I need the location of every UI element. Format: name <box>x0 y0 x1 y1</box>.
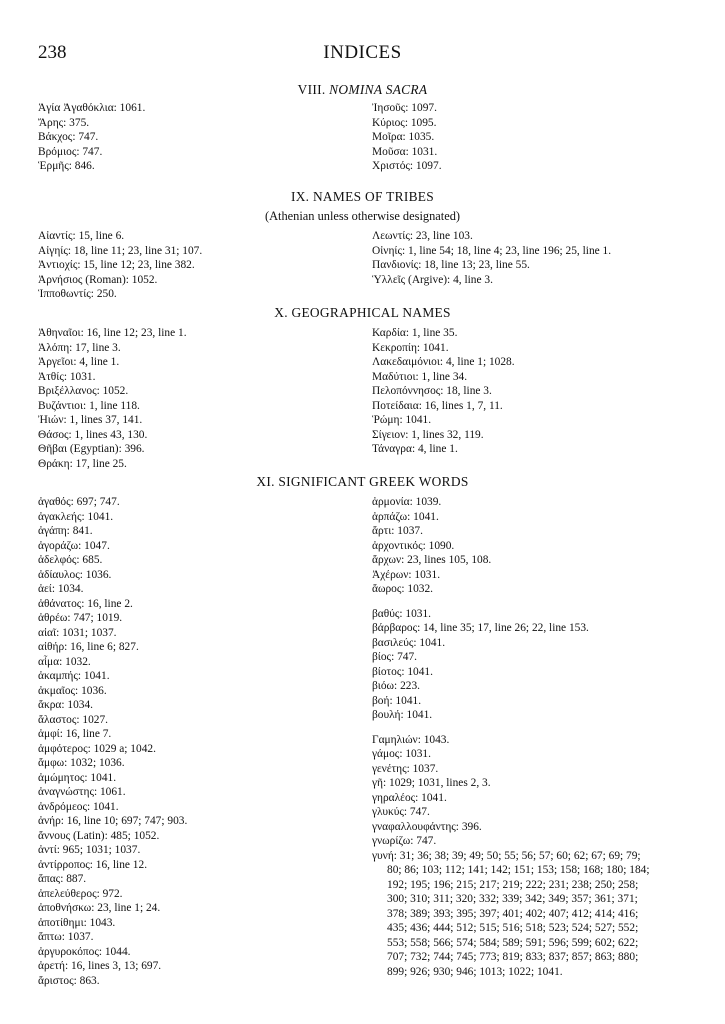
index-entry: Γαμηλιών: 1043. <box>372 733 450 746</box>
index-entry: Βάκχος: 747. <box>38 131 99 143</box>
index-entry: ἄρτι: 1037. <box>372 525 423 537</box>
index-entry: ἄρχων: 23, lines 105, 108. <box>372 554 492 566</box>
geographical-left-column <box>38 326 187 471</box>
index-entry: ἀκμαῖος: 1036. <box>38 684 107 697</box>
index-entry-gyne: γυνή: 31; 36; 38; 39; 49; 50; 55; 56; 57; 60; 62; 67; 69; 79; <box>372 849 641 862</box>
index-entry: ἀπελεύθερος: 972. <box>38 887 123 900</box>
index-entry: ἄννους (Latin): 485; 1052. <box>38 829 160 842</box>
index-entry: Μαδύτιοι: 1, line 34. <box>372 370 468 383</box>
index-entry: Ἀτθίς: 1031. <box>38 370 96 383</box>
index-entry: Πανδιονίς: 18, line 13; 23, line 55. <box>372 259 530 271</box>
index-entry: βιόω: 223. <box>372 680 420 692</box>
index-entry: ἄλαστος: 1027. <box>38 713 109 726</box>
index-entry: ἀνήρ: 16, line 10; 697; 747; 903. <box>38 815 188 827</box>
nomina-sacra-right-column <box>372 101 442 174</box>
index-entry: Βρόμιος: 747. <box>38 145 103 158</box>
index-entry: ἄμφω: 1032; 1036. <box>38 757 125 769</box>
index-entry: ἀγοράζω: 1047. <box>38 539 110 552</box>
index-entry: Ἀχέρων: 1031. <box>372 568 441 581</box>
index-entry: Ἀντιοχίς: 15, line 12; 23, line 382. <box>38 259 195 271</box>
index-entry: ἀμώμητος: 1041. <box>38 771 117 784</box>
index-entry: Ἰησοῦς: 1097. <box>372 102 437 114</box>
section-title-names-of-tribes: IX. NAMES OF TRIBES <box>290 189 435 204</box>
index-entry: ἀποθνήσκω: 23, line 1; 24. <box>38 902 161 914</box>
index-entry: Ἁγία Ἀγαθόκλια: 1061. <box>38 102 146 114</box>
index-entry: αἷμα: 1032. <box>38 655 91 668</box>
index-entry: Λεωντίς: 23, line 103. <box>372 230 473 242</box>
index-entry: Θάσος: 1, lines 43, 130. <box>38 428 148 441</box>
index-entry: Σίγειον: 1, lines 32, 119. <box>372 428 484 441</box>
index-entry: ἀγάπη: 841. <box>38 525 93 537</box>
index-entry-continuation: 553; 558; 566; 574; 584; 589; 591; 596; 599; 602; 622; <box>387 936 639 949</box>
index-entry: Ῥώμη: 1041. <box>372 414 432 426</box>
index-entry: γῆ: 1029; 1031, lines 2, 3. <box>372 777 491 789</box>
index-entry: ἀντί: 965; 1031; 1037. <box>38 844 141 856</box>
index-entry: Θῆβαι (Egyptian): 396. <box>38 443 145 455</box>
page-number: 238 <box>38 42 67 63</box>
index-entry: ἀθάνατος: 16, line 2. <box>38 597 133 610</box>
index-entry: ἅπτω: 1037. <box>38 931 94 943</box>
gyne-continuation-lines <box>372 863 650 979</box>
index-entry: Ἄρης: 375. <box>38 116 90 129</box>
index-entry: ἀρετή: 16, lines 3, 13; 697. <box>38 960 162 972</box>
index-entry: ἀκαμπής: 1041. <box>38 670 110 682</box>
index-entry-continuation: 300; 310; 311; 320; 332; 339; 342; 349; 357; 361; 371; <box>387 893 638 905</box>
index-entry: Ἑρμῆς: 846. <box>38 160 95 172</box>
index-entry-continuation: 192; 195; 196; 215; 217; 219; 222; 231; 238; 250; 258; <box>387 878 639 891</box>
index-entry: ἀποτίθημι: 1043. <box>38 916 116 929</box>
index-entry: γναφαλλουφάντης: 396. <box>372 820 482 833</box>
index-entry: ἄριστος: 863. <box>38 974 100 987</box>
index-entry: Ἀργεῖοι: 4, line 1. <box>38 356 120 368</box>
index-entry: ἀγακλεής: 1041. <box>38 510 114 523</box>
index-entry: ἀνδρόμεος: 1041. <box>38 800 119 813</box>
index-entry: Θράκη: 17, line 25. <box>38 457 127 470</box>
index-entry: ἁρμονία: 1039. <box>372 496 442 508</box>
index-entry-continuation: 80; 86; 103; 112; 141; 142; 151; 153; 158; 168; 180; 184; <box>387 864 650 876</box>
index-entry: γάμος: 1031. <box>372 748 431 760</box>
index-entry: Βυζάντιοι: 1, line 118. <box>38 399 140 412</box>
greek-words-beta-group <box>372 607 650 723</box>
index-entry: ἀναγνώστης: 1061. <box>38 786 126 798</box>
index-entry: Μοῖρα: 1035. <box>372 131 435 143</box>
greek-words-right-column <box>372 495 650 979</box>
index-entry: γλυκύς: 747. <box>372 806 430 818</box>
greek-words-alpha-group <box>372 495 650 597</box>
index-entry: αἰθήρ: 16, line 6; 827. <box>38 641 139 653</box>
index-entry: ἄκρα: 1034. <box>38 699 94 711</box>
index-entry: Αἰγηίς: 18, line 11; 23, line 31; 107. <box>38 244 203 257</box>
index-entry: ἀγαθός: 697; 747. <box>38 496 120 508</box>
index-entry: Μοῦσα: 1031. <box>372 145 438 158</box>
index-entry-continuation: 707; 732; 744; 745; 773; 819; 833; 837; 857; 863; 880; <box>387 951 639 963</box>
index-entry: Ἀλόπη: 17, line 3. <box>38 341 121 354</box>
index-entry: Λακεδαιμόνιοι: 4, line 1; 1028. <box>372 356 515 368</box>
index-entry: βουλή: 1041. <box>372 709 433 721</box>
index-entry: Κύριος: 1095. <box>372 116 437 129</box>
index-entry: Ἱπποθωντίς: 250. <box>38 288 117 300</box>
index-entry: Οἰνηίς: 1, line 54; 18, line 4; 23, line 196; 25, line 1. <box>372 244 612 257</box>
index-entry: Τάναγρα: 4, line 1. <box>372 443 458 455</box>
index-entry: Ἀρνήσιος (Roman): 1052. <box>38 273 158 286</box>
greek-words-left-column <box>38 495 187 988</box>
index-entry-continuation: 435; 436; 444; 512; 515; 516; 518; 523; 524; 527; 552; <box>387 922 639 934</box>
section-subtitle-tribes: (Athenian unless otherwise designated) <box>264 209 461 223</box>
geographical-right-column <box>372 326 515 457</box>
tribes-right-column <box>372 229 611 287</box>
index-entry: βίοτος: 1041. <box>372 665 433 678</box>
index-entry: γνωρίζω: 747. <box>372 835 437 847</box>
index-entry: Ὑλλεῖς (Argive): 4, line 3. <box>372 273 493 286</box>
index-entry: Ποτείδαια: 16, lines 1, 7, 11. <box>372 399 503 412</box>
section-title-geographical-names: X. GEOGRAPHICAL NAMES <box>274 305 451 320</box>
index-entry: ἀδίαυλος: 1036. <box>38 568 112 581</box>
index-entry: ἄωρος: 1032. <box>372 583 433 595</box>
index-entry: ἀργυροκόπος: 1044. <box>38 945 131 958</box>
index-entry: Πελοπόννησος: 18, line 3. <box>372 385 492 397</box>
index-entry: Κεκροπίη: 1041. <box>372 341 449 354</box>
index-entry: ἀμφί: 16, line 7. <box>38 728 112 740</box>
index-entry: αἰαῖ: 1031; 1037. <box>38 626 117 639</box>
index-entry: γηραλέος: 1041. <box>372 791 447 804</box>
running-title: INDICES <box>323 42 402 63</box>
index-entry: Χριστός: 1097. <box>372 160 442 172</box>
index-entry: γενέτης: 1037. <box>372 762 439 775</box>
tribes-left-column <box>38 229 202 302</box>
index-entry: ἀδελφός: 685. <box>38 554 103 566</box>
greek-words-gamma-group <box>372 733 650 849</box>
index-entry: ἁρπάζω: 1041. <box>372 510 439 523</box>
index-entry: Βριξέλλανος: 1052. <box>38 385 129 397</box>
index-entry: βοή: 1041. <box>372 694 422 707</box>
index-entry: βασιλεύς: 1041. <box>372 636 446 649</box>
section-title-significant-greek-words: XI. SIGNIFICANT GREEK WORDS <box>256 474 469 489</box>
index-entry: ἀθρέω: 747; 1019. <box>38 612 123 624</box>
index-entry: βίος: 747. <box>372 651 418 663</box>
index-entry: Αἰαντίς: 15, line 6. <box>38 230 125 242</box>
index-entry: ἀεί: 1034. <box>38 583 84 595</box>
index-entry: Ἀθηναῖοι: 16, line 12; 23, line 1. <box>38 327 187 339</box>
index-entry: Καρδία: 1, line 35. <box>372 327 458 339</box>
index-entry: Ἠιών: 1, lines 37, 141. <box>38 414 143 426</box>
index-entry: βάρβαρος: 14, line 35; 17, line 26; 22, line 153. <box>372 622 589 634</box>
index-entry: ἀρχοντικός: 1090. <box>372 539 455 552</box>
index-entry-continuation: 899; 926; 930; 946; 1013; 1022; 1041. <box>387 965 563 978</box>
section-title-nomina-sacra: VIII. NOMINA SACRA <box>297 82 428 97</box>
index-entry: ἀντίρροπος: 16, line 12. <box>38 858 148 871</box>
index-entry: ἅπας: 887. <box>38 873 87 885</box>
index-entry-continuation: 378; 389; 393; 395; 397; 401; 402; 407; 412; 414; 416; <box>387 907 639 920</box>
index-entry: ἀμφότερος: 1029 a; 1042. <box>38 742 156 755</box>
nomina-sacra-left-column <box>38 101 145 174</box>
index-entry: βαθύς: 1031. <box>372 607 432 620</box>
